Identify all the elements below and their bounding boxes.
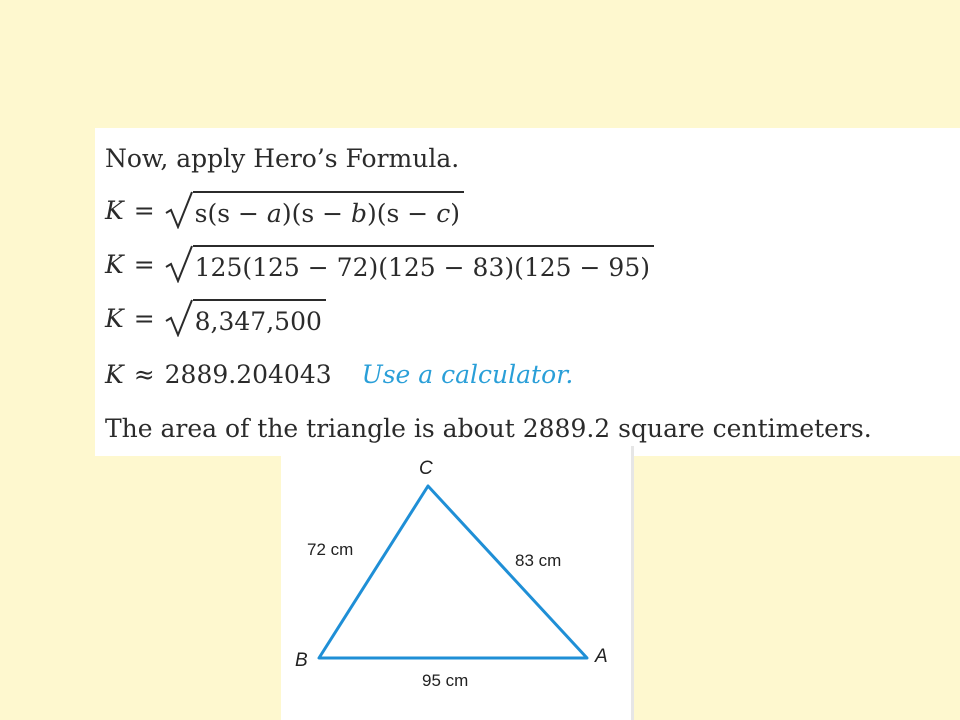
vertex-b-label: B — [295, 650, 308, 671]
substitution-line — [105, 238, 654, 290]
formula-radicand — [193, 191, 464, 229]
intro-line: Now, apply Hero’s Formula. — [105, 143, 460, 173]
radicand-part: ) — [450, 199, 460, 228]
radical-icon — [165, 191, 193, 229]
radicand-part: )(s − — [281, 199, 351, 228]
side-ab-label: 95 cm — [422, 671, 469, 690]
calculator-note: Use a calculator. — [361, 359, 574, 389]
triangle-shape — [319, 486, 587, 658]
side-ca-label: 83 cm — [515, 551, 562, 570]
variable-c: c — [436, 199, 451, 228]
substitution-radicand: 125(125 − 72)(125 − 83)(125 − 95) — [193, 245, 654, 283]
triangle-diagram — [281, 446, 634, 720]
equals-sign: = — [133, 195, 155, 225]
approx-value: 2889.204043 — [164, 359, 332, 389]
square-root — [165, 191, 464, 229]
vertex-c-label: C — [419, 458, 433, 479]
radical-icon — [165, 245, 193, 283]
product-line — [105, 292, 326, 344]
approximation-line — [105, 348, 573, 400]
square-root — [165, 245, 654, 283]
k-symbol: K — [105, 359, 124, 389]
vertex-a-label: A — [595, 646, 608, 667]
equals-sign: = — [133, 303, 155, 333]
formula-line — [105, 184, 464, 236]
radicand-part: )(s − — [367, 199, 437, 228]
variable-a: a — [266, 199, 282, 228]
k-symbol: K — [105, 303, 124, 333]
approx-sign: ≈ — [133, 359, 155, 389]
square-root — [165, 299, 326, 337]
k-symbol: K — [105, 195, 124, 225]
variable-b: b — [351, 199, 368, 228]
product-radicand: 8,347,500 — [193, 299, 326, 337]
solution-panel — [95, 128, 960, 456]
k-symbol: K — [105, 249, 124, 279]
radicand-part: s(s − — [194, 199, 267, 228]
conclusion-line: The area of the triangle is about 2889.2 square centimeters. — [105, 413, 872, 443]
equals-sign: = — [133, 249, 155, 279]
side-bc-label: 72 cm — [307, 540, 354, 559]
radical-icon — [165, 299, 193, 337]
